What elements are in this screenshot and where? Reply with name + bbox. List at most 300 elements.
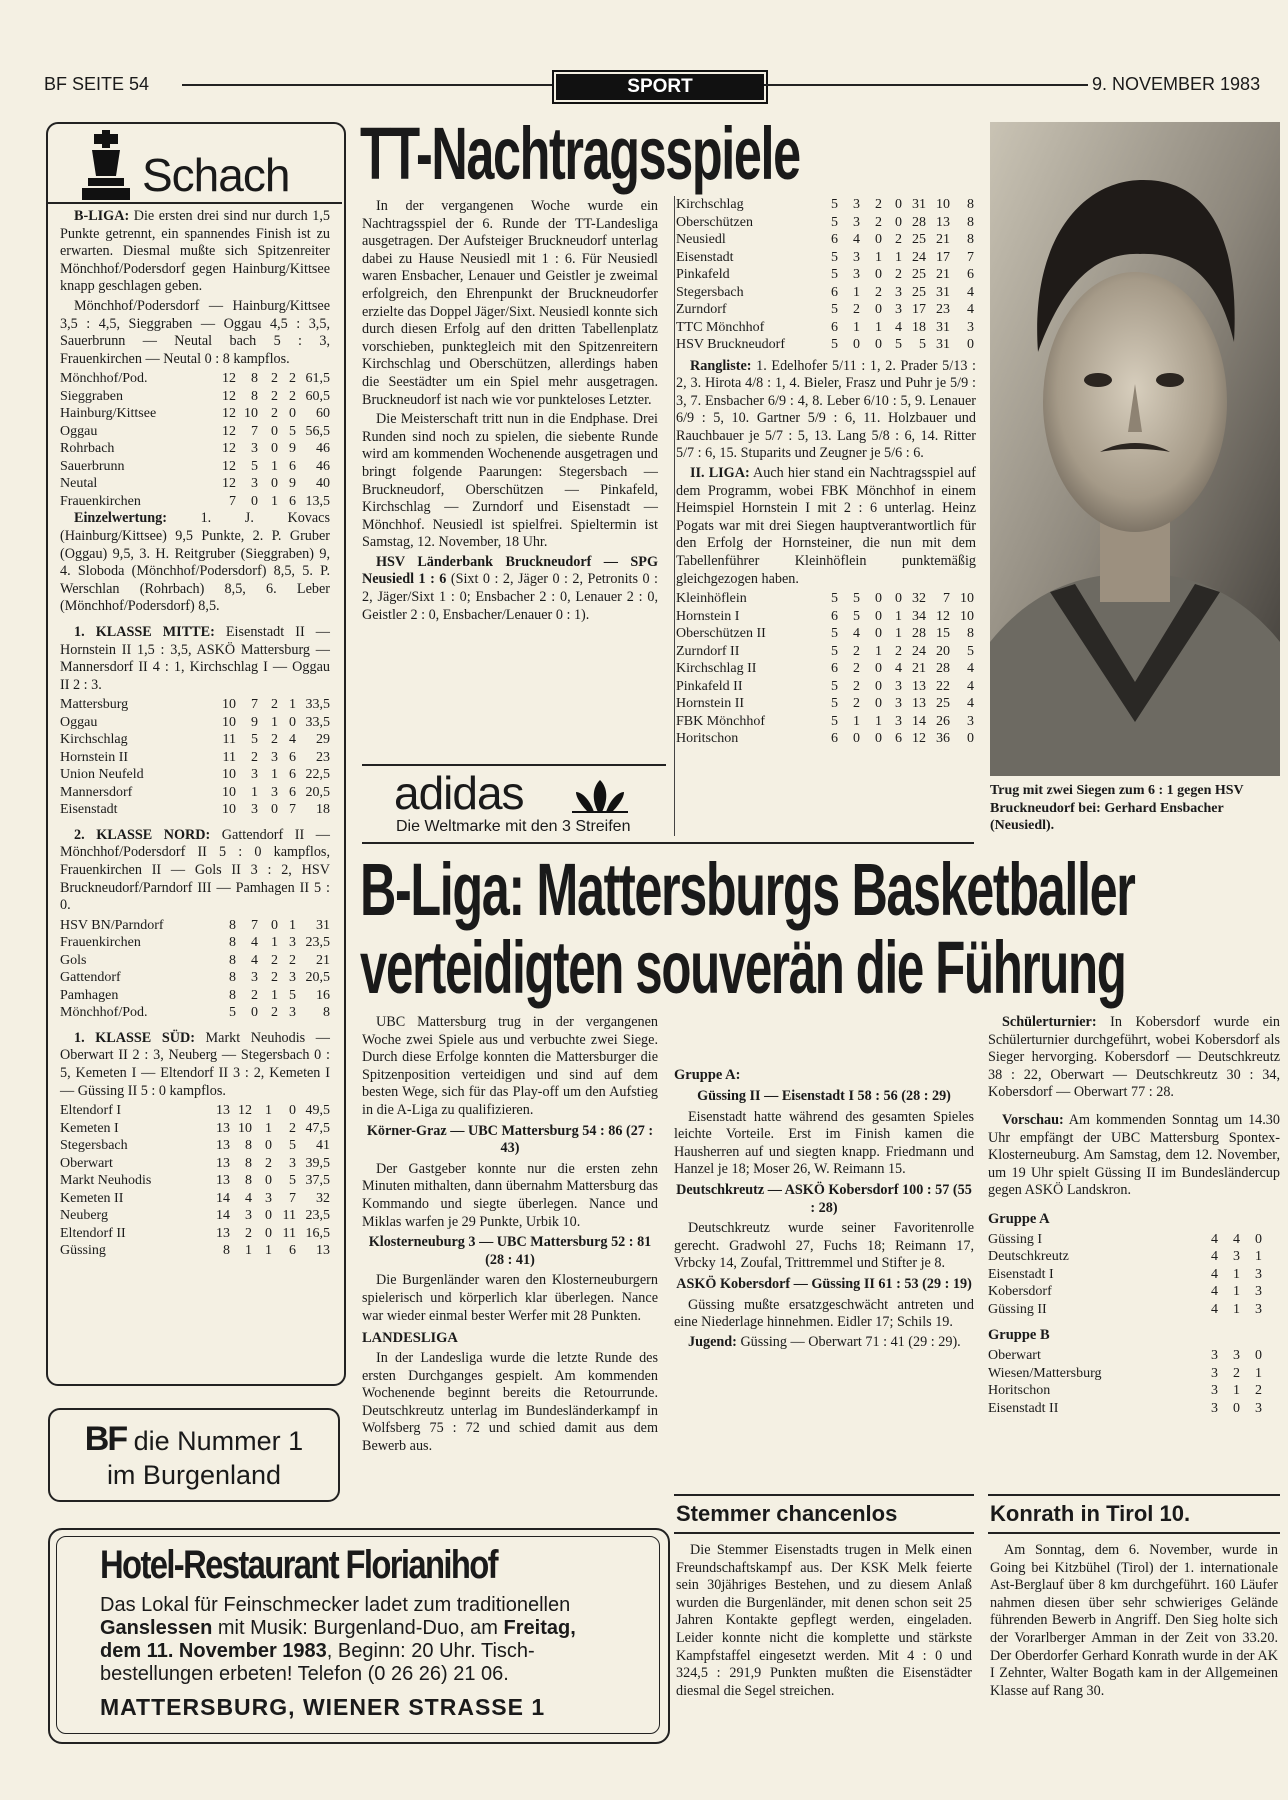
table-cell-value: 13 (216, 1103, 230, 1119)
table-row (676, 678, 974, 696)
table-cell-value: 25 (936, 696, 950, 712)
adidas-trefoil-icon (568, 778, 632, 814)
table-cell-team: Markt Neuhodis (60, 1173, 152, 1189)
table-cell-value: 1 (853, 713, 860, 729)
table-cell-value: 3 (895, 284, 902, 300)
table-cell-value: 0 (853, 337, 860, 352)
table-cell-value: 2 (853, 661, 860, 677)
table-cell-team: Eisenstadt II (988, 1400, 1059, 1416)
table-cell-value: 12 (222, 441, 236, 457)
table-cell-value: 47,5 (305, 1120, 330, 1136)
tt-headline: TT-Nachtragsspiele (360, 112, 800, 195)
table-cell-value: 18 (316, 802, 330, 818)
table-cell-value: 0 (289, 406, 296, 422)
table-cell-value: 7 (967, 249, 974, 265)
table-cell-value: 4 (251, 935, 258, 951)
section-banner: SPORT (552, 70, 768, 104)
table-row (60, 1190, 330, 1208)
table-cell-team: Frauenkirchen (60, 493, 141, 509)
table-cell-value: 3 (289, 1005, 296, 1021)
table-cell-value: 16,5 (305, 1225, 330, 1241)
table-row (60, 1242, 330, 1260)
table-cell-value: 17 (912, 302, 926, 317)
basket-gruppe-a-table-heading: Gruppe A (988, 1210, 1050, 1227)
table-cell-value: 5 (831, 678, 838, 694)
table-cell-value: 10 (222, 767, 236, 783)
table-row (676, 695, 974, 713)
table-cell-value: 10 (238, 1120, 252, 1136)
table-cell-value: 34 (912, 608, 926, 624)
table-cell-value: 13 (912, 678, 926, 694)
table-cell-value: 2 (271, 970, 278, 986)
table-cell-value: 0 (895, 214, 902, 230)
table-cell-value: 3 (1211, 1348, 1218, 1364)
table-cell-team: Sieggraben (60, 388, 123, 404)
table-cell-value: 22 (936, 678, 950, 694)
table-cell-value: 3 (251, 441, 258, 457)
tt-p2: Die Meisterschaft tritt nun in die Endphase. Drei Runden sind noch zu spielen, die siebente Runde wird am kommenden Wochenende ausgetragen und bringt folgende Paarungen: Stegersbach — Bruckneudorf, Oberschützen — Pinkafeld, Kirchschlag — Zurndorf und Eisenstadt — Mönchhof. Neusiedl ist spielfrei. Spieltermin ist Samstag, 12. November, 18 Uhr. (362, 411, 658, 551)
table-cell-value: 4 (1211, 1249, 1218, 1265)
basket-col2 (674, 1014, 974, 1353)
table-cell-value: 2 (271, 406, 278, 422)
table-cell-team: Güssing (60, 1243, 106, 1259)
table-cell-value: 31 (936, 284, 950, 300)
table-cell-value: 0 (289, 714, 296, 730)
table-cell-team: Mattersburg (60, 697, 129, 713)
table-cell-value: 60 (316, 406, 330, 422)
table-row (988, 1365, 1262, 1383)
table-row (60, 1155, 330, 1173)
table-cell-value: 2 (895, 232, 902, 247)
table-row (60, 934, 330, 952)
table-cell-value: 7 (251, 697, 258, 713)
table-cell-value: 6 (831, 319, 838, 335)
table-cell-value: 8 (967, 197, 974, 212)
table-cell-team: Oberschützen II (676, 626, 766, 642)
table-cell-value: 13 (216, 1173, 230, 1189)
chess-title-rule (48, 202, 342, 204)
table-cell-value: 5 (967, 643, 974, 659)
table-cell-team: Kemeten II (60, 1190, 124, 1206)
table-cell-value: 5 (831, 337, 838, 352)
table-cell-value: 5 (831, 643, 838, 659)
table-cell-team: Sauerbrunn (60, 458, 125, 474)
table-cell-value: 37,5 (305, 1173, 330, 1189)
table-row (60, 731, 330, 749)
table-row (676, 284, 974, 302)
hotel-ad-line4: bestellungen erbeten! Telefon (0 26 26) 21 06. (100, 1663, 509, 1685)
table-cell-value: 5 (831, 249, 838, 265)
table-cell-value: 8 (251, 371, 258, 387)
table-row (60, 987, 330, 1005)
table-cell-value: 1 (895, 608, 902, 624)
table-cell-value: 6 (831, 731, 838, 747)
hotel-ad-line3: dem 11. November 1983, Beginn: 20 Uhr. Tisch- (100, 1640, 535, 1662)
table-cell-value: 1 (875, 249, 882, 265)
table-cell-value: 12 (222, 458, 236, 474)
table-cell-value: 3 (967, 713, 974, 729)
table-cell-value: 5 (251, 458, 258, 474)
table-cell-value: 41 (316, 1138, 330, 1154)
table-cell-value: 25 (912, 267, 926, 282)
table-cell-value: 12 (222, 423, 236, 439)
stemmer-text: Die Stemmer Eisenstadts trugen in Melk einen Freundschaftskampf aus. Der KSK Melk feierte sein 30jähriges Bestehen, und zu diesem Anlaß wurden die Burgenländer, mit denen schon seit 25 Jahren Kontakte gepflegt werden, eingeladen. Leider konnte nicht die komplette und stärkste Kampfstaffel eingesetzt werden. Mit 4 : 0 und 324,5 : 291,9 Punkten mußten die Eisenstädter diesmal die Segel streichen. (676, 1542, 972, 1699)
header-rule-right (764, 84, 1088, 86)
table-cell-value: 7 (251, 423, 258, 439)
table-cell-value: 3 (289, 935, 296, 951)
konrath-top-rule (988, 1494, 1280, 1496)
table-row (676, 196, 974, 214)
page-label: BF SEITE 54 (44, 74, 150, 94)
table-cell-team: Horitschon (676, 731, 739, 747)
tt-article-col2 (676, 196, 976, 748)
basket-match-3: Güssing II — Eisenstadt I 58 : 56 (28 : 29) (697, 1088, 951, 1104)
table-row (60, 1004, 330, 1022)
basket-vorschau: Vorschau: Am kommenden Sonntag um 14.30 Uhr empfängt der UBC Mattersburg Spontex-Klosterneuburg. Am Samstag, dem 12. November, um 19 Uhr spielt Güssing II im Bundesländercup gegen ASKÖ Landskron. (988, 1111, 1280, 1199)
table-cell-value: 11 (282, 1208, 296, 1224)
table-cell-value: 1 (271, 767, 278, 783)
table-cell-value: 8 (223, 1243, 230, 1259)
table-cell-value: 3 (853, 249, 860, 265)
table-cell-value: 4 (967, 678, 974, 694)
table-cell-value: 5 (289, 1173, 296, 1189)
basket-p6: Deutschkreutz wurde seiner Favoritenrolle gerecht. Gradwohl 27, Fuchs 18; Reimann 17, Vrbcky 14, Zoufal, Trittremmel und Stifter je 8. (674, 1220, 974, 1272)
table-cell-value: 8 (967, 626, 974, 642)
table-cell-value: 5 (919, 337, 926, 352)
table-cell-value: 12 (222, 371, 236, 387)
table-cell-team: Mönchhof/Pod. (60, 1005, 148, 1021)
chess-nord: 2. KLASSE NORD: Gattendorf II — Mönchhof/Podersdorf II 5 : 0 kampflos, Frauenkirchen II — Gols II 3 : 2, HSV Bruckneudorf/Parndorf III — Pamhagen II 5 : 0. (60, 826, 330, 914)
table-cell-value: 61,5 (305, 371, 330, 387)
table-row (60, 714, 330, 732)
table-cell-team: Eisenstadt (676, 249, 734, 265)
table-cell-value: 4 (1211, 1231, 1218, 1247)
table-cell-value: 2 (289, 388, 296, 404)
basket-p7: Güssing mußte ersatzgeschwächt antreten und eine Niederlage hinnehmen. Eidler 17; Schils 19. (674, 1296, 974, 1331)
table-cell-value: 2 (251, 749, 258, 765)
table-cell-team: Neuberg (60, 1208, 108, 1224)
chess-table-b-liga (60, 370, 330, 510)
table-cell-team: Wiesen/Mattersburg (988, 1365, 1102, 1381)
stemmer-article (676, 1542, 972, 1702)
table-row (676, 319, 974, 337)
table-cell-value: 29 (316, 732, 330, 748)
table-cell-value: 2 (251, 987, 258, 1003)
table-row (60, 475, 330, 493)
table-cell-value: 1 (265, 1243, 272, 1259)
table-cell-value: 31 (936, 337, 950, 352)
table-cell-value: 23 (936, 302, 950, 317)
table-row (60, 784, 330, 802)
table-cell-value: 10 (936, 197, 950, 212)
table-cell-value: 6 (895, 731, 902, 747)
table-cell-value: 20,5 (305, 970, 330, 986)
table-cell-value: 8 (229, 917, 236, 933)
table-cell-value: 2 (853, 302, 860, 317)
tt-column-divider (674, 196, 675, 836)
basket-table-gruppe-b (988, 1347, 1262, 1417)
table-cell-value: 3 (251, 767, 258, 783)
table-cell-value: 2 (895, 643, 902, 659)
table-row (676, 590, 974, 608)
table-cell-value: 33,5 (305, 714, 330, 730)
table-row (676, 266, 974, 284)
table-cell-value: 0 (875, 302, 882, 317)
table-cell-value: 46 (316, 441, 330, 457)
table-cell-value: 2 (1233, 1365, 1240, 1381)
table-cell-value: 33,5 (305, 697, 330, 713)
table-cell-value: 8 (229, 952, 236, 968)
table-cell-value: 39,5 (305, 1155, 330, 1171)
table-cell-value: 22,5 (305, 767, 330, 783)
table-row (988, 1400, 1262, 1418)
table-row (676, 214, 974, 232)
table-cell-value: 60,5 (305, 388, 330, 404)
table-row (676, 643, 974, 661)
bf-logo: BF (84, 1420, 127, 1458)
table-cell-value: 12 (238, 1103, 252, 1119)
table-cell-value: 28 (936, 661, 950, 677)
table-cell-value: 0 (251, 493, 258, 509)
table-cell-team: Kemeten I (60, 1120, 119, 1136)
basket-match-1: Körner-Graz — UBC Mattersburg 54 : 86 (27 : 43) (366, 1122, 654, 1157)
header-rule-left (182, 84, 552, 86)
table-cell-value: 5 (831, 197, 838, 212)
table-cell-value: 14 (216, 1190, 230, 1206)
table-cell-value: 1 (1233, 1301, 1240, 1317)
table-cell-value: 5 (289, 423, 296, 439)
table-cell-value: 10 (222, 697, 236, 713)
table-cell-value: 0 (895, 591, 902, 607)
basket-match-2: Klosterneuburg 3 — UBC Mattersburg 52 : 81 (28 : 41) (368, 1234, 652, 1268)
table-cell-value: 6 (289, 784, 296, 800)
table-cell-team: Stegersbach (676, 284, 744, 300)
table-cell-value: 13 (216, 1225, 230, 1241)
table-cell-value: 49,5 (305, 1103, 330, 1119)
table-cell-value: 13 (316, 1243, 330, 1259)
table-cell-value: 2 (271, 388, 278, 404)
table-cell-value: 6 (831, 608, 838, 624)
table-cell-value: 1 (265, 1120, 272, 1136)
basket-schueler: Schülerturnier: In Kobersdorf wurde ein Schülerturnier durchgeführt, wobei Kobersdorf als Sieger hervorging. Kobersdorf — Deutschkreutz 38 : 22, Oberwart — Deutschkreutz 30 : 34, Kobersdorf — Oberwart 77 : 28. (988, 1014, 1280, 1101)
table-cell-value: 2 (853, 678, 860, 694)
table-cell-value: 25 (912, 232, 926, 247)
tt-p1: In der vergangenen Woche wurde ein Nachtragsspiel der 6. Runde der TT-Landesliga ausgetragen. Der Aufsteiger Bruckneudorf unterlag dabei zu Hause Neusiedl mit 1 : 6. Für Neusiedl waren Ensbacher, Lenauer und Geistler je zweimal erfolgreich, den Ehrenpunkt der Bruckneudorfer erzielte das Doppel Jäger/Sixt. Neusiedl konnte sich durch diesen Erfolg auf den dritten Tabellenplatz vorschieben, punktegleich mit den Spitzenreitern Kirchschlag und Oberschützen, allerdings haben die Seestädter um ein Spiel mehr ausgetragen. Bruckneudorf ist nach wie vor punkteloses Letzter. (362, 198, 658, 408)
table-cell-value: 1 (853, 319, 860, 335)
table-cell-value: 5 (831, 214, 838, 230)
table-row (988, 1248, 1262, 1266)
table-cell-value: 21 (936, 267, 950, 282)
table-cell-value: 2 (271, 371, 278, 387)
table-cell-value: 7 (289, 1190, 296, 1206)
table-cell-value: 3 (289, 1155, 296, 1171)
basket-col3 (988, 1014, 1280, 1417)
basket-p1: UBC Mattersburg trug in der vergangenen Woche zwei Spiele aus und verbuchte zwei Siege. Durch diese Erfolge konnten die Mattersburger die Spitzenposition verteidigen und sind auf dem besten Wege, sich für das Play-off um den Aufstieg in die A-Liga zu qualifizieren. (362, 1014, 658, 1118)
table-cell-value: 13 (216, 1155, 230, 1171)
table-cell-value: 2 (265, 1155, 272, 1171)
portrait-photo (990, 122, 1280, 776)
table-cell-value: 0 (875, 337, 882, 352)
table-cell-value: 20 (936, 643, 950, 659)
table-cell-value: 3 (853, 197, 860, 212)
chess-einzelwertung: Einzelwertung: 1. J. Kovacs (Hainburg/Kittsee) 9,5 Punkte, 2. P. Gruber (Oggau) 9,5, 3. H. Reitgruber (Sieggraben) 9, 4. Sloboda (Mönchhof/Podersdorf) 8,5, 5. P. Werschlan (Rohrbach) 8,5, 6. Leber (Mönchhof/Podersdorf) 8,5. (60, 510, 330, 615)
table-cell-value: 0 (875, 267, 882, 282)
table-cell-value: 0 (271, 441, 278, 457)
table-cell-team: Mönchhof/Pod. (60, 371, 148, 387)
konrath-article (990, 1542, 1278, 1702)
table-cell-value: 4 (967, 696, 974, 712)
chess-table-sued (60, 1102, 330, 1260)
table-row (60, 952, 330, 970)
table-cell-team: Kleinhöflein (676, 591, 747, 607)
tt-rangliste: Rangliste: 1. Edelhofer 5/11 : 1, 2. Prader 5/13 : 2, 3. Hirota 4/8 : 1, 4. Bieler, Frasz und Puhr je 5/9 : 3, 7. Ensbacher 6/9 : 4, 8. Leber 6/10 : 5, 9. Lenauer 6/9 : 5, 10. Gartner 5/9 : 6, 11. Holzbauer und Rauchbauer je 5/7 : 5, 13. Lang 5/8 : 6, 14. Ritter 5/7 : 6, 15. Stuparits und Zeugner je 5/6 : 6. (676, 357, 976, 462)
table-cell-value: 8 (245, 1155, 252, 1171)
table-cell-value: 8 (967, 214, 974, 230)
table-row (988, 1301, 1262, 1319)
table-cell-value: 2 (245, 1225, 252, 1241)
table-cell-value: 10 (222, 802, 236, 818)
table-row (60, 1225, 330, 1243)
table-cell-value: 5 (831, 267, 838, 282)
table-cell-value: 24 (912, 643, 926, 659)
table-cell-value: 4 (1233, 1231, 1240, 1247)
table-cell-value: 6 (831, 284, 838, 300)
table-row (60, 969, 330, 987)
table-cell-value: 1 (1233, 1383, 1240, 1399)
table-row (676, 713, 974, 731)
table-cell-value: 0 (875, 661, 882, 677)
table-cell-team: Mannersdorf (60, 784, 133, 800)
table-cell-value: 10 (222, 784, 236, 800)
stemmer-bottom-rule (674, 1532, 974, 1534)
table-cell-team: Kirchschlag (676, 197, 744, 212)
table-cell-value: 2 (853, 643, 860, 659)
table-row (676, 625, 974, 643)
table-cell-value: 3 (895, 678, 902, 694)
table-cell-value: 3 (1255, 1284, 1262, 1300)
basket-landesliga-heading: LANDESLIGA (362, 1330, 458, 1347)
table-cell-value: 3 (895, 696, 902, 712)
table-cell-value: 5 (831, 302, 838, 317)
adidas-tagline: Die Weltmarke mit den 3 Streifen (396, 818, 631, 835)
table-cell-team: Kirchschlag (60, 732, 128, 748)
table-cell-value: 4 (1211, 1284, 1218, 1300)
table-cell-value: 16 (316, 987, 330, 1003)
basket-match-5: ASKÖ Kobersdorf — Güssing II 61 : 53 (29 : 19) (676, 1275, 972, 1292)
table-cell-team: Oberschützen (676, 214, 753, 230)
table-cell-value: 5 (289, 987, 296, 1003)
table-cell-team: Oggau (60, 714, 98, 730)
table-cell-value: 4 (967, 661, 974, 677)
table-cell-value: 13 (936, 214, 950, 230)
table-cell-value: 23,5 (305, 935, 330, 951)
table-cell-value: 1 (245, 1243, 252, 1259)
table-row (988, 1231, 1262, 1249)
table-cell-team: HSV BN/Parndorf (60, 917, 164, 933)
table-cell-team: Güssing II (988, 1301, 1047, 1317)
table-cell-value: 0 (1233, 1400, 1240, 1416)
table-cell-value: 36 (936, 731, 950, 747)
konrath-text: Am Sonntag, dem 6. November, wurde in Going bei Kitzbühel (Tirol) der 1. internationale Ast-Berglauf über 8 km durchgeführt. 160 Läufer nahmen diesen über sehr schwieriges Gelände führenden Bewerb in Angriff. Den Sieg holte sich der Vorarlberger Amman in der Zeit von 33.20. Der Oberdorfer Gerhard Konrath wurde in der AK I Zehnter, Walter Bogath kam in der Allgemeinen Klasse auf Rang 30. (990, 1542, 1278, 1699)
table-cell-value: 2 (875, 284, 882, 300)
table-row (676, 730, 974, 748)
table-cell-value: 6 (289, 749, 296, 765)
bf-slogan-box (48, 1408, 340, 1502)
table-cell-value: 0 (271, 476, 278, 492)
table-cell-team: Hornstein II (60, 749, 129, 765)
table-cell-value: 4 (251, 952, 258, 968)
hotel-ad-body (100, 1594, 640, 1719)
table-cell-value: 2 (1255, 1383, 1262, 1399)
table-cell-value: 2 (895, 267, 902, 282)
table-cell-value: 1 (251, 784, 258, 800)
table-cell-value: 8 (229, 970, 236, 986)
table-cell-value: 5 (853, 591, 860, 607)
table-cell-value: 2 (875, 197, 882, 212)
basket-p5: Eisenstadt hatte während des gesamten Spieles leichte Vorteile. Erst im Finish kamen die Hausherren auf und siegten knapp. Friedmann und Hanzel je 18; Moser 26, W. Reimann 15. (674, 1108, 974, 1178)
table-cell-value: 7 (289, 802, 296, 818)
table-cell-value: 25 (912, 284, 926, 300)
konrath-headline: Konrath in Tirol 10. (990, 1501, 1191, 1526)
table-cell-value: 8 (245, 1138, 252, 1154)
table-cell-value: 28 (912, 626, 926, 642)
basket-gruppe-b-table-heading: Gruppe B (988, 1327, 1050, 1344)
table-cell-value: 14 (912, 713, 926, 729)
table-cell-value: 3 (1233, 1249, 1240, 1265)
table-cell-team: Hornstein I (676, 608, 740, 624)
table-cell-value: 3 (251, 802, 258, 818)
table-cell-value: 3 (251, 476, 258, 492)
table-cell-value: 23,5 (305, 1208, 330, 1224)
table-cell-value: 0 (853, 731, 860, 747)
table-row (988, 1283, 1262, 1301)
table-cell-value: 13 (912, 696, 926, 712)
table-cell-value: 1 (265, 1103, 272, 1119)
table-cell-value: 0 (271, 802, 278, 818)
table-cell-value: 4 (895, 661, 902, 677)
table-cell-value: 3 (1255, 1301, 1262, 1317)
basket-jugend: Jugend: Güssing — Oberwart 71 : 41 (29 : 29). (688, 1333, 961, 1350)
bf-slogan-line2: im Burgenland (106, 1460, 282, 1490)
table-cell-value: 1 (1255, 1365, 1262, 1381)
table-cell-value: 0 (875, 591, 882, 607)
table-cell-value: 1 (271, 714, 278, 730)
table-cell-team: Kobersdorf (988, 1284, 1052, 1300)
chess-king-icon (72, 130, 152, 202)
table-row (60, 458, 330, 476)
table-cell-value: 0 (875, 731, 882, 747)
chess-b-liga-results: Mönchhof/Podersdorf — Hainburg/Kittsee 3,5 : 4,5, Sieggraben — Oggau 4,5 : 3,5, Sauerbrunn — Neutal bach 5 : 3, Frauenkirchen — Neutal 0 : 8 kampflos. (60, 297, 330, 367)
table-cell-value: 0 (1255, 1231, 1262, 1247)
table-cell-value: 3 (1255, 1266, 1262, 1282)
table-cell-value: 12 (222, 406, 236, 422)
table-cell-value: 12 (936, 608, 950, 624)
table-cell-value: 20,5 (305, 784, 330, 800)
table-cell-value: 3 (1211, 1383, 1218, 1399)
table-cell-team: Eltendorf II (60, 1225, 126, 1241)
photo-caption: Trug mit zwei Siegen zum 6 : 1 gegen HSV Bruckneudorf bei: Gerhard Ensbacher (Neusiedl). (990, 783, 1244, 833)
table-cell-team: HSV Bruckneudorf (676, 337, 786, 352)
table-cell-value: 8 (251, 388, 258, 404)
table-cell-value: 1 (875, 643, 882, 659)
table-cell-value: 3 (271, 749, 278, 765)
table-row (60, 405, 330, 423)
table-row (60, 766, 330, 784)
chess-table-nord (60, 917, 330, 1022)
table-cell-value: 0 (265, 1225, 272, 1241)
table-cell-value: 31 (316, 917, 330, 933)
table-cell-value: 1 (271, 458, 278, 474)
